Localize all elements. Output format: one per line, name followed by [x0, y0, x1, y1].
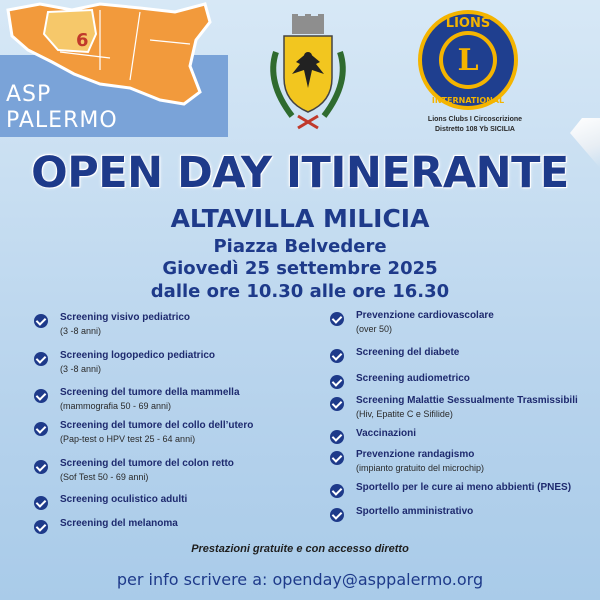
check-circle-icon — [330, 430, 344, 444]
service-label: Sportello amministrativo — [356, 506, 474, 517]
service-label: Screening audiometrico — [356, 373, 470, 384]
check-circle-icon — [34, 520, 48, 534]
event-time: dalle ore 10.30 alle ore 16.30 — [150, 281, 450, 302]
service-label: Sportello per le cure ai meno abbienti (PNES) — [356, 482, 572, 493]
asp-logo-line2: PALERMO — [6, 108, 118, 133]
event-title: OPEN DAY ITINERANTE — [31, 148, 569, 198]
service-detail: (mammografia 50 - 69 anni) — [60, 401, 172, 411]
check-circle-icon — [34, 422, 48, 436]
check-circle-icon — [330, 349, 344, 363]
service-detail: (over 50) — [356, 324, 393, 334]
service-label: Screening del diabete — [356, 347, 460, 358]
service-label: Screening del tumore del colon retto — [60, 458, 234, 469]
free-access-note: Prestazioni gratuite e con accesso diretto — [191, 543, 409, 555]
service-detail: (impianto gratuito del microchip) — [356, 463, 485, 473]
municipal-crest-icon — [262, 12, 354, 132]
service-detail: (3 -8 anni) — [60, 364, 102, 374]
service-label: Screening visivo pediatrico — [60, 312, 191, 323]
service-label: Screening Malattie Sessualmente Trasmissibili — [356, 395, 578, 406]
check-circle-icon — [330, 508, 344, 522]
check-circle-icon — [330, 312, 344, 326]
check-circle-icon — [34, 314, 48, 328]
lions-club-logo-icon — [416, 8, 520, 112]
service-label: Screening logopedico pediatrico — [60, 350, 216, 361]
map-district-number: 6 — [76, 30, 89, 51]
check-circle-icon — [34, 389, 48, 403]
contact-email: per info scrivere a: openday@asppalermo.org — [116, 570, 484, 589]
check-circle-icon — [34, 496, 48, 510]
lions-caption-line1: Lions Clubs I Circoscrizione — [427, 116, 523, 123]
check-circle-icon — [34, 460, 48, 474]
service-label: Screening oculistico adulti — [60, 494, 188, 505]
service-detail: (Sof Test 50 - 69 anni) — [60, 472, 149, 482]
asp-logo-line1: ASP — [6, 82, 52, 107]
service-label: Screening del tumore della mammella — [60, 387, 240, 398]
check-circle-icon — [330, 451, 344, 465]
service-label: Screening del tumore del collo dell’utero — [60, 420, 254, 431]
lions-caption-line2: Distretto 108 Yb SICILIA — [434, 126, 515, 133]
lions-letter: L — [457, 43, 479, 78]
check-circle-icon — [34, 352, 48, 366]
event-place: Piazza Belvedere — [213, 236, 387, 257]
service-label: Vaccinazioni — [356, 428, 417, 439]
service-label: Screening del melanoma — [60, 518, 178, 529]
check-circle-icon — [330, 397, 344, 411]
lions-ring-bottom: INTERNATIONAL — [431, 96, 505, 105]
service-label: Prevenzione cardiovascolare — [356, 310, 494, 321]
service-detail: (Hiv, Epatite C e Sifilide) — [356, 409, 453, 419]
check-circle-icon — [330, 375, 344, 389]
event-date: Giovedì 25 settembre 2025 — [162, 258, 438, 279]
lions-ring-top: LIONS — [445, 16, 491, 31]
service-label: Prevenzione randagismo — [356, 449, 475, 460]
service-detail: (Pap-test o HPV test 25 - 64 anni) — [60, 434, 196, 444]
check-circle-icon — [330, 484, 344, 498]
event-town: ALTAVILLA MILICIA — [170, 204, 430, 233]
asp-palermo-logo — [0, 0, 230, 138]
service-detail: (3 -8 anni) — [60, 326, 102, 336]
